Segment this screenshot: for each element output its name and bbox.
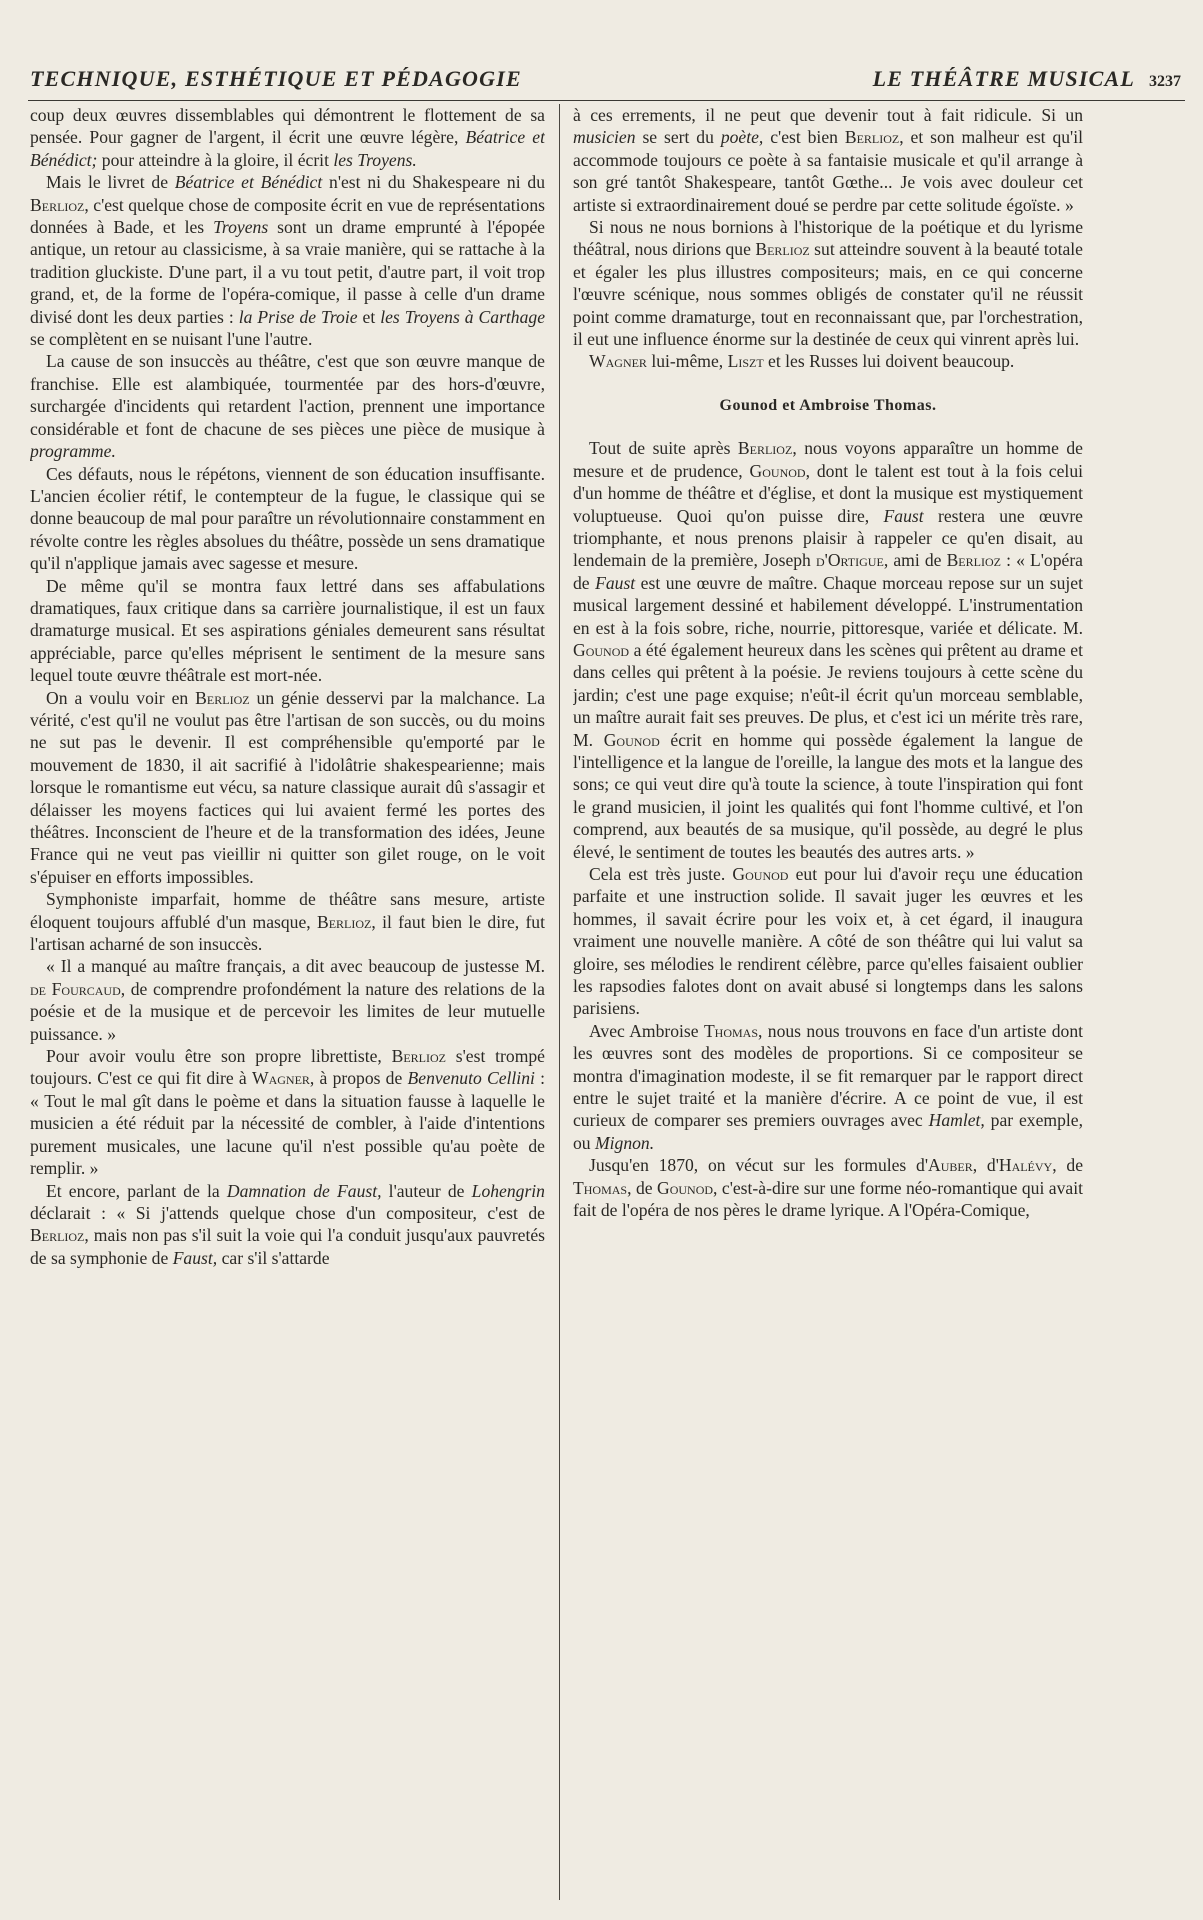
text-run: s'est trompé toujours. C'est ce qui fit dire à (30, 1046, 545, 1089)
text-run: écrit en homme qui possède également la langue de l'intelligence et la langue de l'oreille, la langue des mots et la langue des sons; ce qui veut dire qu'à toute la science, à toute l'inspiration qui font le grand musicien, il joint les qualités qui font l'homme cultivé, et l'on comprend, aux beautés de sa musique, qu'il possède, au degré le plus élevé, le sentiment de toutes les beautés des autres arts. » (573, 729, 1083, 862)
name-text: Berlioz (30, 1225, 85, 1246)
text-run: , ami de (883, 550, 947, 571)
text-run: coup deux œuvres dissemblables qui démontrent le flottement de sa pensée. Pour gagner de l'argent, il écrit une œuvre légère, (30, 105, 545, 148)
italic-text: Faust, (172, 1247, 218, 1268)
paragraph (30, 1045, 545, 1179)
italic-text: Hamlet, (928, 1110, 985, 1131)
text-run: , à propos de (309, 1068, 408, 1089)
text-run: c'est bien (763, 127, 845, 148)
text-run: par exemple, ou (573, 1110, 1083, 1153)
name-text: Liszt (727, 351, 764, 372)
text-run: Symphoniste imparfait, homme de théâtre sans mesure, artiste éloquent toujours affublé d'un masque, (30, 889, 545, 932)
text-run: De même qu'il se montra faux lettré dans ses affabulations dramatiques, faux critique dans sa carrière journalistique, il est un faux dramaturge musical. Et ses aspirations géniales demeurent sans résultat appréciable, parce qu'elles méprisent le sentiment de la mesure sans lequel toute œuvre théâtrale est mort-née. (30, 575, 545, 686)
text-run: , c'est-à-dire sur une forme néo-romantique qui avait fait de l'opéra de nos pères le drame lyrique. A l'Opéra-Comique, (573, 1177, 1083, 1221)
italic-text: Benvenuto Cellini (407, 1068, 535, 1089)
text-run: restera une œuvre triomphante, et nous prenons plaisir à rappeler ce qu'en disait, au lendemain de la première, Joseph (573, 505, 1083, 571)
right-column (573, 104, 1083, 1904)
text-run: , nous voyons apparaître un homme de mesure et de prudence, (573, 438, 1083, 481)
text-run: Et encore, parlant de la (46, 1180, 227, 1201)
paragraph (30, 687, 545, 889)
name-text: Auber (928, 1155, 973, 1176)
paragraph (30, 575, 545, 687)
right-column-upper (573, 104, 1083, 373)
name-text: Berlioz (30, 194, 85, 215)
text-run: « Il a manqué au maître français, a dit avec beaucoup de justesse M. (46, 956, 545, 977)
paragraph (30, 955, 545, 1045)
column-divider (559, 104, 560, 1900)
name-text: d'Ortigue (815, 550, 884, 571)
paragraph (30, 104, 545, 171)
paragraph (30, 1180, 545, 1270)
text-run: , c'est quelque chose de composite écrit en vue de représentations données à Bade, et les (30, 194, 545, 238)
text-run: Pour avoir voulu être son propre librettiste, (46, 1046, 392, 1067)
italic-text: Troyens (213, 217, 269, 238)
paragraph (573, 1154, 1083, 1221)
italic-text: la Prise de Troie (238, 306, 358, 327)
paragraph (573, 437, 1083, 863)
text-run: n'est ni du Shakespeare ni du (322, 172, 545, 193)
name-text: Gounod (573, 639, 630, 660)
paragraph (573, 216, 1083, 350)
text-run: à ces errements, il ne peut que devenir tout à fait ridicule. Si un (573, 105, 1083, 125)
text-run: se complètent en se nuisant l'une l'autre. (30, 329, 313, 350)
text-run: Cela est très juste. (589, 864, 733, 884)
name-text: Halévy (998, 1155, 1053, 1176)
text-run: sut atteindre souvent à la beauté totale et égaler les plus illustres compositeurs; mais, en ce qui concerne l'œuvre scénique, nous sommes obligés de constater qu'il ne réussit point comme dramaturge, tout en reconnaissant que, par l'orchestration, il eut une influence énorme sur la destinée de ceux qui vinrent après lui. (573, 239, 1083, 350)
right-column-lower (573, 437, 1083, 1221)
italic-text: Mignon. (595, 1132, 655, 1153)
name-text: Thomas (573, 1177, 628, 1198)
name-text: Berlioz (195, 687, 250, 708)
section-title: Gounod et Ambroise Thomas. (719, 396, 937, 414)
name-text: de Fourcaud (30, 978, 121, 999)
name-text: Gounod (603, 729, 660, 750)
text-run: a été également heureux dans les scènes qui prêtent au drame et dans celles qui prêtent à la poésie. Je reviens toujours à cette scène du jardin; c'est une page exquise; n'eût-il écrit qu'un morceau semblable, un maître aurait fait ses preuves. De plus, et c'est ici un mérite très rare, M. (573, 639, 1083, 750)
name-text: Thomas (703, 1020, 759, 1041)
text-run: , de comprendre profondément la nature des relations de la poésie et de la musique et de percevoir les limites de leur mutuelle puissance. » (30, 978, 545, 1044)
text-run: , nous nous trouvons en face d'un artiste dont les œuvres sont des modèles de proportions. Si ce compositeur se montra d'imagination modeste, il se fit remarquer par le rapport direct entre le sujet traité et la manière d'écrire. A ce point de vue, il est curieux de comparer ses premiers ouvrages avec (573, 1020, 1083, 1131)
name-text: Berlioz (316, 911, 372, 932)
header-rule (28, 100, 1185, 101)
text-run: , il faut bien le dire, fut l'artisan acharné de son insuccès. (30, 911, 545, 955)
paragraph (30, 888, 545, 955)
italic-text: les Troyens. (333, 149, 417, 170)
text-run: l'auteur de (381, 1180, 472, 1201)
paragraph (573, 1020, 1083, 1154)
text-run: se sert du (635, 127, 721, 148)
text-run: Avec Ambroise (589, 1020, 704, 1041)
text-run: Ces défauts, nous le répétons, viennent de son éducation insuffisante. L'ancien écolier rétif, le contempteur de la fugue, le classique qui se donne beaucoup de mal pour paraître un révolutionnaire constamment en révolte contre les règles absolues du théâtre, possède un sens dramatique qu'il n'applique jamais avec sagesse et mesure. (30, 463, 545, 574)
running-header (30, 62, 1181, 96)
paragraph (573, 863, 1083, 1020)
paragraph (573, 104, 1083, 216)
name-text: Berlioz (391, 1046, 446, 1067)
text-run: , de (627, 1177, 657, 1198)
text-run: est une œuvre de maître. Chaque morceau repose sur un sujet musical largement dessiné et habilement développé. L'instrumentation en est à la fois sobre, riche, nourrie, pittoresque, variée et délicate. M. (573, 572, 1083, 638)
text-run: eut pour lui d'avoir reçu une éducation parfaite et une instruction solide. Il savait juger les œuvres et les hommes, il savait écrire pour les voix et, à cet égard, il inaugura vraiment une nouvelle manière. A côté de son théâtre qui lui valut sa gloire, ses mélodies le rendirent célèbre, parce qu'elles faisaient oublier les rapsodies falotes dont on avait abusé si longtemps dans les salons parisiens. (573, 864, 1083, 1019)
text-run: , mais non pas s'il suit la voie qui l'a conduit jusqu'aux pauvretés de sa symphonie de (30, 1225, 545, 1268)
paragraph (30, 171, 545, 350)
text-run: , de (1052, 1155, 1083, 1176)
text-run: , et son malheur est qu'il accommode toujours ce poète à sa fantaisie musicale et qu'il arrange à son gré tantôt Shakespeare, tantôt Gœthe... Je vois avec douleur cet artiste si extraordinairement doué se perdre par cette solitude égoïste. » (573, 127, 1083, 215)
text-run: pour atteindre à la gloire, il écrit (97, 149, 334, 170)
italic-text: Béatrice et Bénédict; (30, 127, 545, 170)
text-run: et les Russes lui doivent beaucoup. (763, 351, 1015, 372)
italic-text: Faust (883, 505, 924, 526)
text-run: Si nous ne nous bornions à l'historique de la poétique et du lyrisme théâtral, nous dirions que (573, 217, 1083, 260)
text-run: car s'il s'attarde (217, 1247, 330, 1268)
text-run: : « L'opéra de (573, 550, 1083, 593)
text-run: et (357, 306, 381, 327)
text-run: Jusqu'en 1870, on vécut sur les formules d' (589, 1155, 929, 1176)
italic-text: poète, (720, 127, 764, 148)
name-text: Berlioz (737, 438, 793, 459)
italic-text: Faust (595, 572, 636, 593)
text-run: On a voulu voir en (46, 687, 196, 708)
italic-text: Béatrice et Bénédict (174, 172, 323, 193)
text-run: lui-même, (646, 351, 728, 372)
header-right-title: LE THÉÂTRE MUSICAL (872, 66, 1135, 91)
name-text: Berlioz (755, 239, 810, 260)
page-number: 3237 (1149, 73, 1181, 90)
italic-text: musicien (573, 127, 636, 148)
text-run: Tout de suite après (589, 438, 738, 459)
name-text: Gounod (732, 864, 789, 884)
header-left-title: TECHNIQUE, ESTHÉTIQUE ET PÉDAGOGIE (30, 66, 522, 91)
name-text: Gounod (749, 460, 806, 481)
paragraph (30, 463, 545, 575)
italic-text: Damnation de Faust, (226, 1180, 382, 1201)
text-run: La cause de son insuccès au théâtre, c'est que son œuvre manque de franchise. Elle est alambiquée, tourmentée par des hors-d'œuvre, surchargée d'incidents qui retardent l'action, prennent une importance considérable et font de chacune de ses pièces une pièce de musique à (30, 351, 545, 439)
paragraph (573, 350, 1083, 372)
text-run: déclarait : « Si j'attends quelque chose d'un compositeur, c'est de (30, 1202, 545, 1223)
name-text: Gounod (657, 1177, 714, 1198)
italic-text: Lohengrin (471, 1180, 545, 1201)
left-column (30, 104, 545, 1904)
name-text: Berlioz (946, 550, 1001, 571)
text-run: : « Tout le mal gît dans le poème et dans la situation fausse à laquelle le musicien a été réduit par la nécessité de combler, à l'aide d'intentions purement musicales, une lacune qu'il n'est possible qu'au poète de remplir. » (30, 1068, 545, 1179)
name-text: Wagner (589, 351, 647, 372)
italic-text: programme. (30, 441, 116, 462)
header-right (873, 66, 1181, 92)
text-run: un génie desservi par la malchance. La vérité, c'est qu'il ne voulut pas être l'artisan de son succès, ou du moins ne sut pas le devenir. Il est compréhensible qu'emporté par le mouvement de 1830, il ait sacrifié à l'idolâtrie shakespearienne; mais lorsque le romantisme eut vécu, sa nature classique aurait dû s'assagir et délaisser les moyens factices qui lui avaient fermé les portes des théâtres. Inconscient de l'heure et de la transformation des idées, Jeune France qui ne veut pas vieillir ni quitter son gilet rouge, on le voit s'épuiser en efforts impossibles. (30, 687, 545, 887)
name-text: Wagner (251, 1068, 310, 1089)
text-run: , dont le talent est tout à la fois celui d'un homme de théâtre et d'église, et dont la musique est mystiquement voluptueuse. Quoi qu'on puisse dire, (573, 460, 1083, 526)
text-run: sont un drame emprunté à l'épopée antique, un retour au classicisme, à sa vraie manière, qui se rattache à la tradition gluckiste. D'une part, il a vu tout petit, d'autre part, il voit trop grand, et, de la forme de l'opéra-comique, il passe à celle d'un drame divisé dont les deux parties : (30, 217, 545, 327)
text-run: , d' (972, 1155, 999, 1176)
italic-text: les Troyens à Carthage (380, 306, 545, 327)
paragraph (30, 350, 545, 462)
text-run: Mais le livret de (46, 172, 175, 193)
name-text: Berlioz (844, 127, 900, 148)
